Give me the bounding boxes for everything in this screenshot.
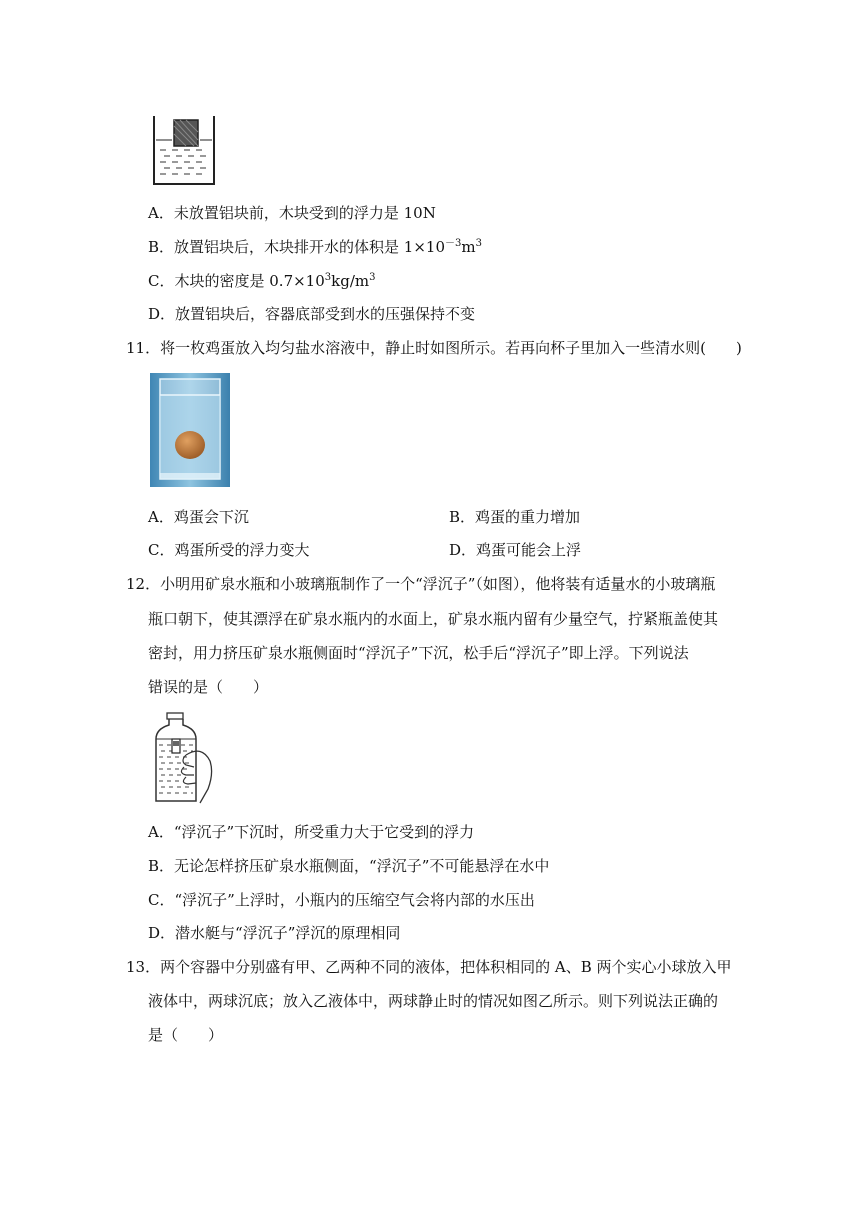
q12-stem-line-4: 错误的是（ ） xyxy=(148,678,269,696)
q12-stem-line-2: 瓶口朝下，使其漂浮在矿泉水瓶内的水面上，矿泉水瓶内留有少量空气，拧紧瓶盖使其 xyxy=(148,610,719,628)
q12-stem-line-1: 12．小明用矿泉水瓶和小玻璃瓶制作了一个“浮沉子”（如图），他将装有适量水的小玻璃瓶 xyxy=(126,575,716,593)
q11-option-d: D．鸡蛋可能会上浮 xyxy=(449,541,582,559)
egg-in-beaker-photo xyxy=(150,373,230,487)
block-in-water-figure xyxy=(150,112,220,190)
q13-stem-line-3: 是（ ） xyxy=(148,1026,224,1044)
q10-option-c: C．木块的密度是 $0.7\times 10^3kg/m^3$ xyxy=(148,272,376,290)
q13-stem-line-1: 13．两个容器中分别盛有甲、乙两种不同的液体，把体积相同的 A、B 两个实心小球放入甲 xyxy=(126,958,732,976)
q11-option-b: B．鸡蛋的重力增加 xyxy=(449,508,581,526)
cartesian-diver-figure xyxy=(150,711,220,805)
q12-option-b: B．无论怎样挤压矿泉水瓶侧面，“浮沉子”不可能悬浮在水中 xyxy=(148,857,550,875)
q11-option-a: A．鸡蛋会下沉 xyxy=(148,508,249,526)
q11-option-c: C．鸡蛋所受的浮力变大 xyxy=(148,541,310,559)
q10-option-b: B．放置铝块后，木块排开水的体积是 $1\times 10^{-3}m^3$ xyxy=(148,238,482,256)
q12-option-a: A．“浮沉子”下沉时，所受重力大于它受到的浮力 xyxy=(148,823,475,841)
q12-option-c: C．“浮沉子”上浮时，小瓶内的压缩空气会将内部的水压出 xyxy=(148,891,535,909)
q11-stem: 11．将一枚鸡蛋放入均匀盐水溶液中，静止时如图所示。若再向杯子里加入一些清水则( ) xyxy=(126,339,742,357)
q10-option-a: A．未放置铝块前，木块受到的浮力是 10N xyxy=(148,204,436,222)
q13-stem-line-2: 液体中，两球沉底；放入乙液体中，两球静止时的情况如图乙所示。则下列说法正确的 xyxy=(148,992,719,1010)
q12-stem-line-3: 密封，用力挤压矿泉水瓶侧面时“浮沉子”下沉，松手后“浮沉子”即上浮。下列说法 xyxy=(148,644,689,662)
q10-option-d: D．放置铝块后，容器底部受到水的压强保持不变 xyxy=(148,305,476,323)
q12-option-d: D．潜水艇与“浮沉子”浮沉的原理相同 xyxy=(148,924,401,942)
